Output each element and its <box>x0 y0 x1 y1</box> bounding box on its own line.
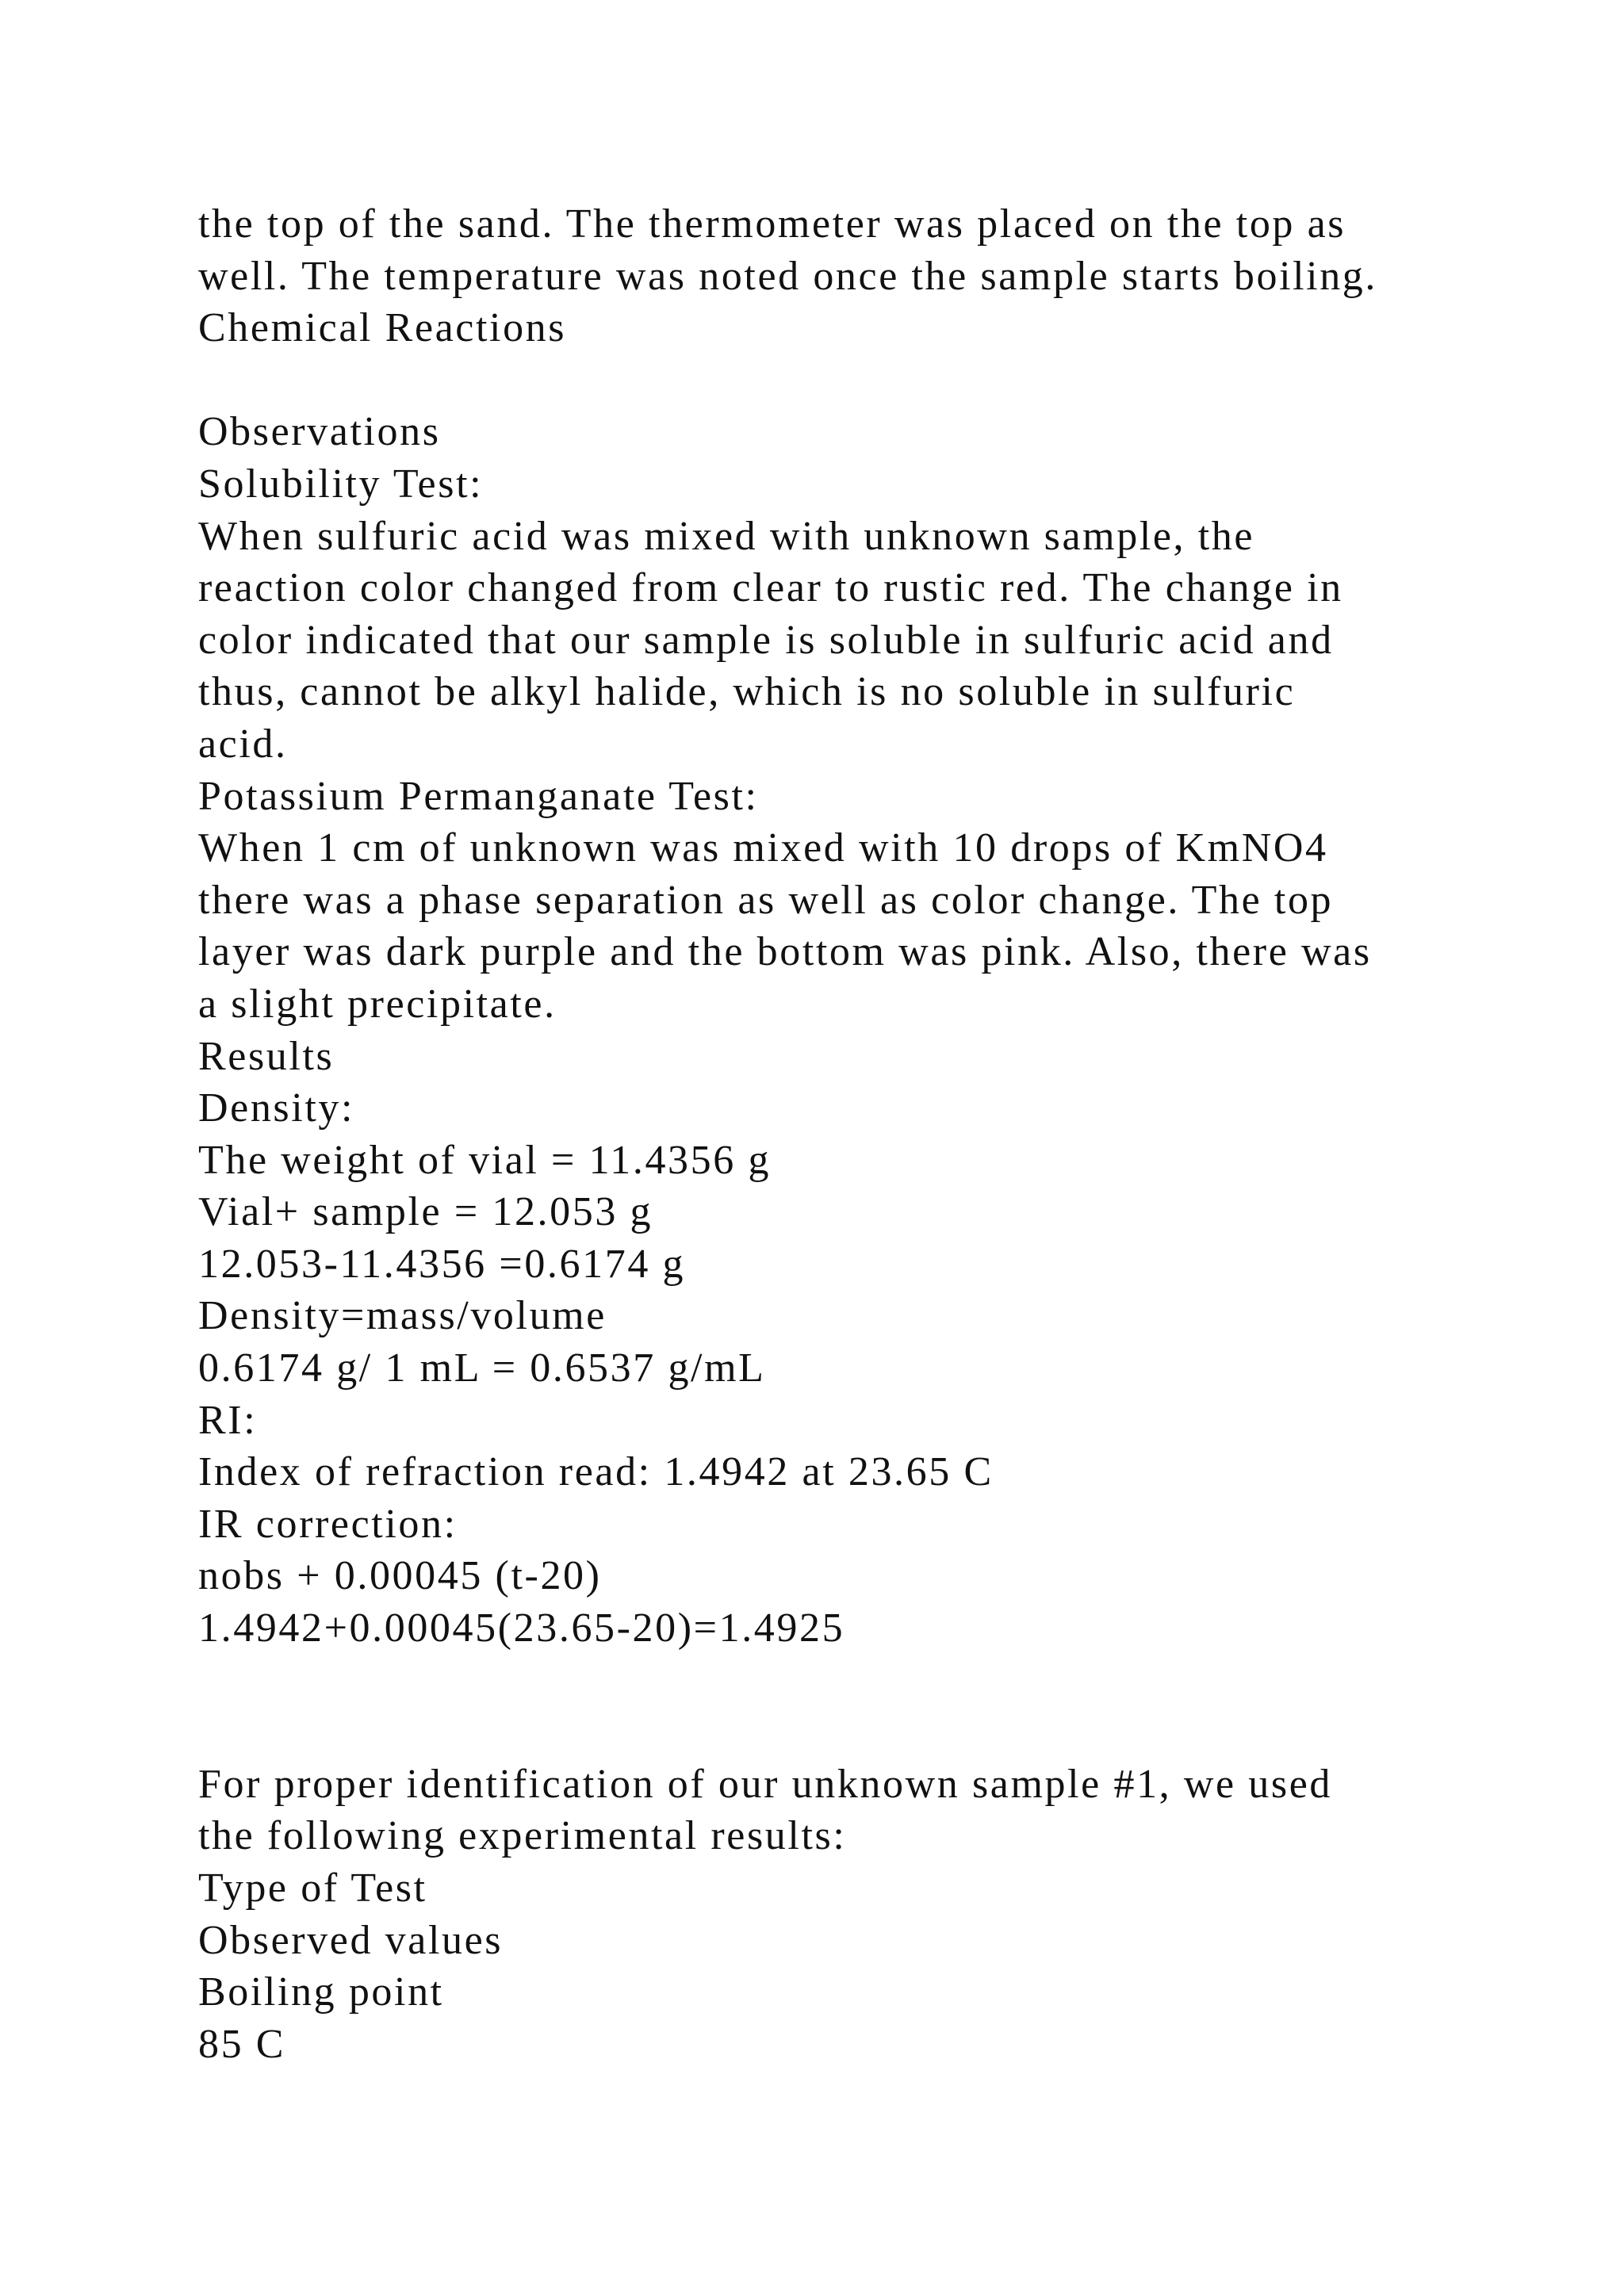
section-heading-observations: Observations <box>198 409 441 455</box>
table-header-type-of-test: Type of Test <box>198 1866 427 1911</box>
text-line: 1.4942+0.00045(23.65-20)=1.4925 <box>198 1605 845 1651</box>
text-line: there was a phase separation as well as color change. The top <box>198 877 1334 923</box>
text-line: well. The temperature was noted once the sample starts boiling. <box>198 253 1378 299</box>
text-line: reaction color changed from clear to rustic red. The change in <box>198 565 1343 611</box>
subheading-permanganate-test: Potassium Permanganate Test: <box>198 773 759 819</box>
text-line: Index of refraction read: 1.4942 at 23.65 C <box>198 1449 994 1495</box>
subheading-solubility-test: Solubility Test: <box>198 461 484 507</box>
text-line: color indicated that our sample is soluble in sulfuric acid and <box>198 617 1334 663</box>
text-line: When 1 cm of unknown was mixed with 10 drops of KmNO4 <box>198 825 1328 871</box>
text-line: 0.6174 g/ 1 mL = 0.6537 g/mL <box>198 1345 766 1391</box>
subheading-density: Density: <box>198 1085 355 1131</box>
text-line: 12.053-11.4356 =0.6174 g <box>198 1241 686 1287</box>
text-line: Density=mass/volume <box>198 1293 607 1339</box>
blank-line <box>198 1706 1467 1758</box>
document-text <box>198 198 1467 2070</box>
text-line: a slight precipitate. <box>198 981 557 1027</box>
section-heading-chemical-reactions: Chemical Reactions <box>198 305 567 351</box>
text-line: Vial+ sample = 12.053 g <box>198 1189 653 1235</box>
subheading-ri: RI: <box>198 1397 258 1443</box>
subheading-ir-correction: IR correction: <box>198 1501 458 1547</box>
table-cell-boiling-point: Boiling point <box>198 1969 444 2015</box>
text-line: the top of the sand. The thermometer was placed on the top as <box>198 201 1346 247</box>
text-line: the following experimental results: <box>198 1813 847 1859</box>
text-line: When sulfuric acid was mixed with unknown sample, the <box>198 513 1255 559</box>
blank-line <box>198 1655 1467 1707</box>
table-header-observed-values: Observed values <box>198 1917 504 1963</box>
text-line: nobs + 0.00045 (t-20) <box>198 1553 602 1599</box>
text-line: For proper identification of our unknown sample #1, we used <box>198 1761 1333 1807</box>
text-line: The weight of vial = 11.4356 g <box>198 1137 772 1183</box>
table-cell-boiling-point-value: 85 C <box>198 2021 286 2067</box>
section-heading-results: Results <box>198 1033 335 1079</box>
text-line: acid. <box>198 721 288 767</box>
text-line: thus, cannot be alkyl halide, which is no soluble in sulfuric <box>198 669 1296 715</box>
blank-line <box>198 354 1467 407</box>
text-line: layer was dark purple and the bottom was pink. Also, there was <box>198 929 1372 975</box>
